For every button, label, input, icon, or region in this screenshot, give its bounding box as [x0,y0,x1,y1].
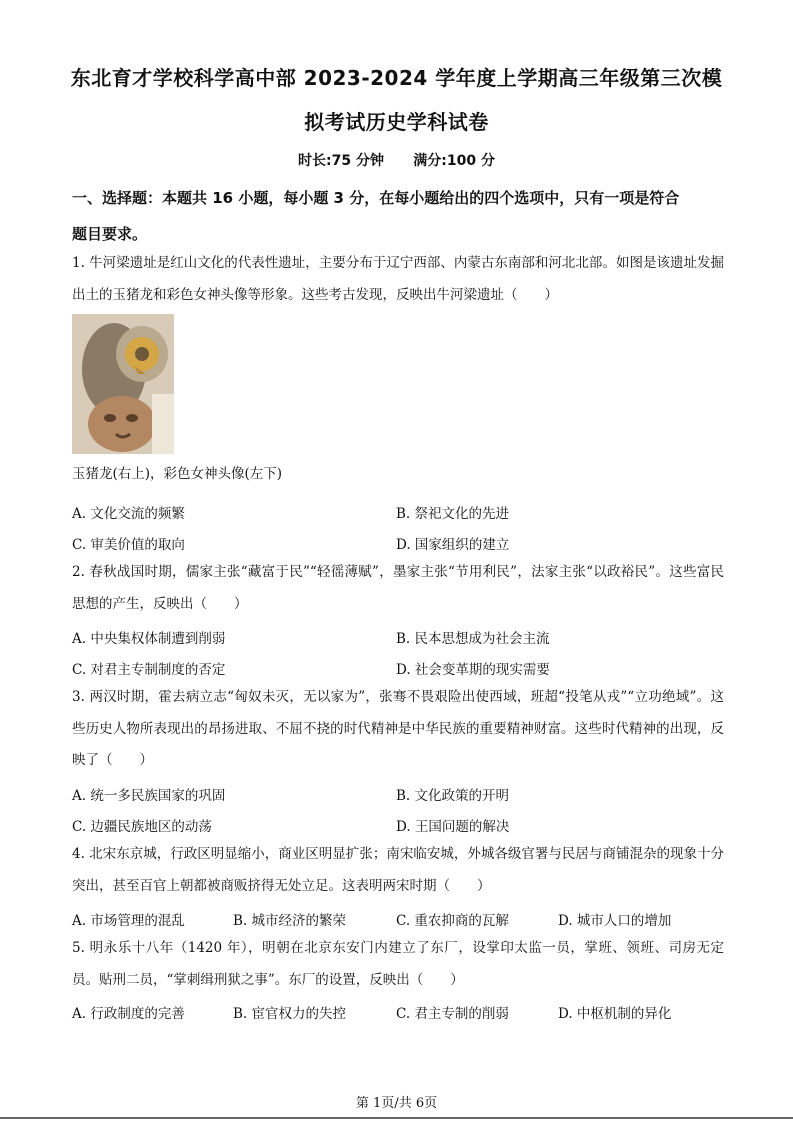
question-5-stem: 5. 明永乐十八年（1420 年），明朝在北京东安门内建立了东厂，设掌印太监一员，掌班、领班、司房无定员。贴刑二员，“掌刺缉刑狱之事”。东厂的设置，反映出（ ） [72,940,724,988]
exam-meta: 时长:75 分钟 满分:100 分 [298,153,495,169]
q4-option-c[interactable]: C. 重农抑商的瓦解 [396,913,509,929]
artifact-illustration [72,314,174,454]
page-title-line1: 东北育才学校科学高中部 2023-2024 学年度上学期高三年级第三次模 [70,66,723,90]
question-3-stem: 3. 两汉时期，霍去病立志“匈奴未灭，无以家为”，张骞不畏艰险出使西域，班超“投笔从戎”“立功绝域”。这些历史人物所表现出的昂扬进取、不屈不挠的时代精神是中华民族的重要精神财富。这些时代精神的出现，反映了（ ） [72,689,724,768]
q5-option-a[interactable]: A. 行政制度的完善 [72,1006,185,1022]
q2-option-a[interactable]: A. 中央集权体制遭到削弱 [72,631,226,647]
q2-option-c[interactable]: C. 对君主专制制度的否定 [72,662,226,678]
artifact-photo [72,314,174,454]
q4-option-b[interactable]: B. 城市经济的繁荣 [233,913,347,929]
page-title-line2: 拟考试历史学科试卷 [304,110,489,134]
question-4-stem: 4. 北宋东京城，行政区明显缩小，商业区明显扩张；南宋临安城，外城各级官署与民居与商铺混杂的现象十分突出，甚至百官上朝都被商贩挤得无处立足。这表明两宋时期（ ） [72,846,724,894]
page-number: 第 1页/共 6页 [355,1096,438,1111]
q5-option-b[interactable]: B. 宦官权力的失控 [233,1006,347,1022]
q1-option-b[interactable]: B. 祭祀文化的先进 [396,506,510,522]
section-heading-line2: 题目要求。 [72,225,148,243]
q2-option-b[interactable]: B. 民本思想成为社会主流 [396,631,550,647]
question-2-stem: 2. 春秋战国时期，儒家主张“藏富于民”“轻徭薄赋”，墨家主张“节用利民”，法家主张“以政裕民”。这些富民思想的产生，反映出（ ） [72,564,724,612]
q4-option-a[interactable]: A. 市场管理的混乱 [72,913,185,929]
section-heading-line1: 一、选择题：本题共 16 小题，每小题 3 分，在每小题给出的四个选项中，只有一项是符合 [72,189,680,207]
q4-option-d[interactable]: D. 城市人口的增加 [558,913,672,929]
q5-option-d[interactable]: D. 中枢机制的异化 [558,1006,672,1022]
q3-option-b[interactable]: B. 文化政策的开明 [396,788,510,804]
q3-option-d[interactable]: D. 王国问题的解决 [396,819,510,835]
q3-option-a[interactable]: A. 统一多民族国家的巩固 [72,788,226,804]
question-1-stem: 1. 牛河梁遗址是红山文化的代表性遗址，主要分布于辽宁西部、内蒙古东南部和河北北部。如图是该遗址发掘出土的玉猪龙和彩色女神头像等形象。这些考古发现，反映出牛河梁遗址（ ） [72,255,724,303]
q5-option-c[interactable]: C. 君主专制的削弱 [396,1006,509,1022]
q2-option-d[interactable]: D. 社会变革期的现实需要 [396,662,550,678]
page-bottom-divider [0,1117,793,1119]
q3-option-c[interactable]: C. 边疆民族地区的动荡 [72,819,212,835]
figure-caption: 玉猪龙(右上)，彩色女神头像(左下) [72,466,283,482]
q1-option-a[interactable]: A. 文化交流的频繁 [72,506,185,522]
q1-option-d[interactable]: D. 国家组织的建立 [396,537,510,553]
q1-option-c[interactable]: C. 审美价值的取向 [72,537,185,553]
